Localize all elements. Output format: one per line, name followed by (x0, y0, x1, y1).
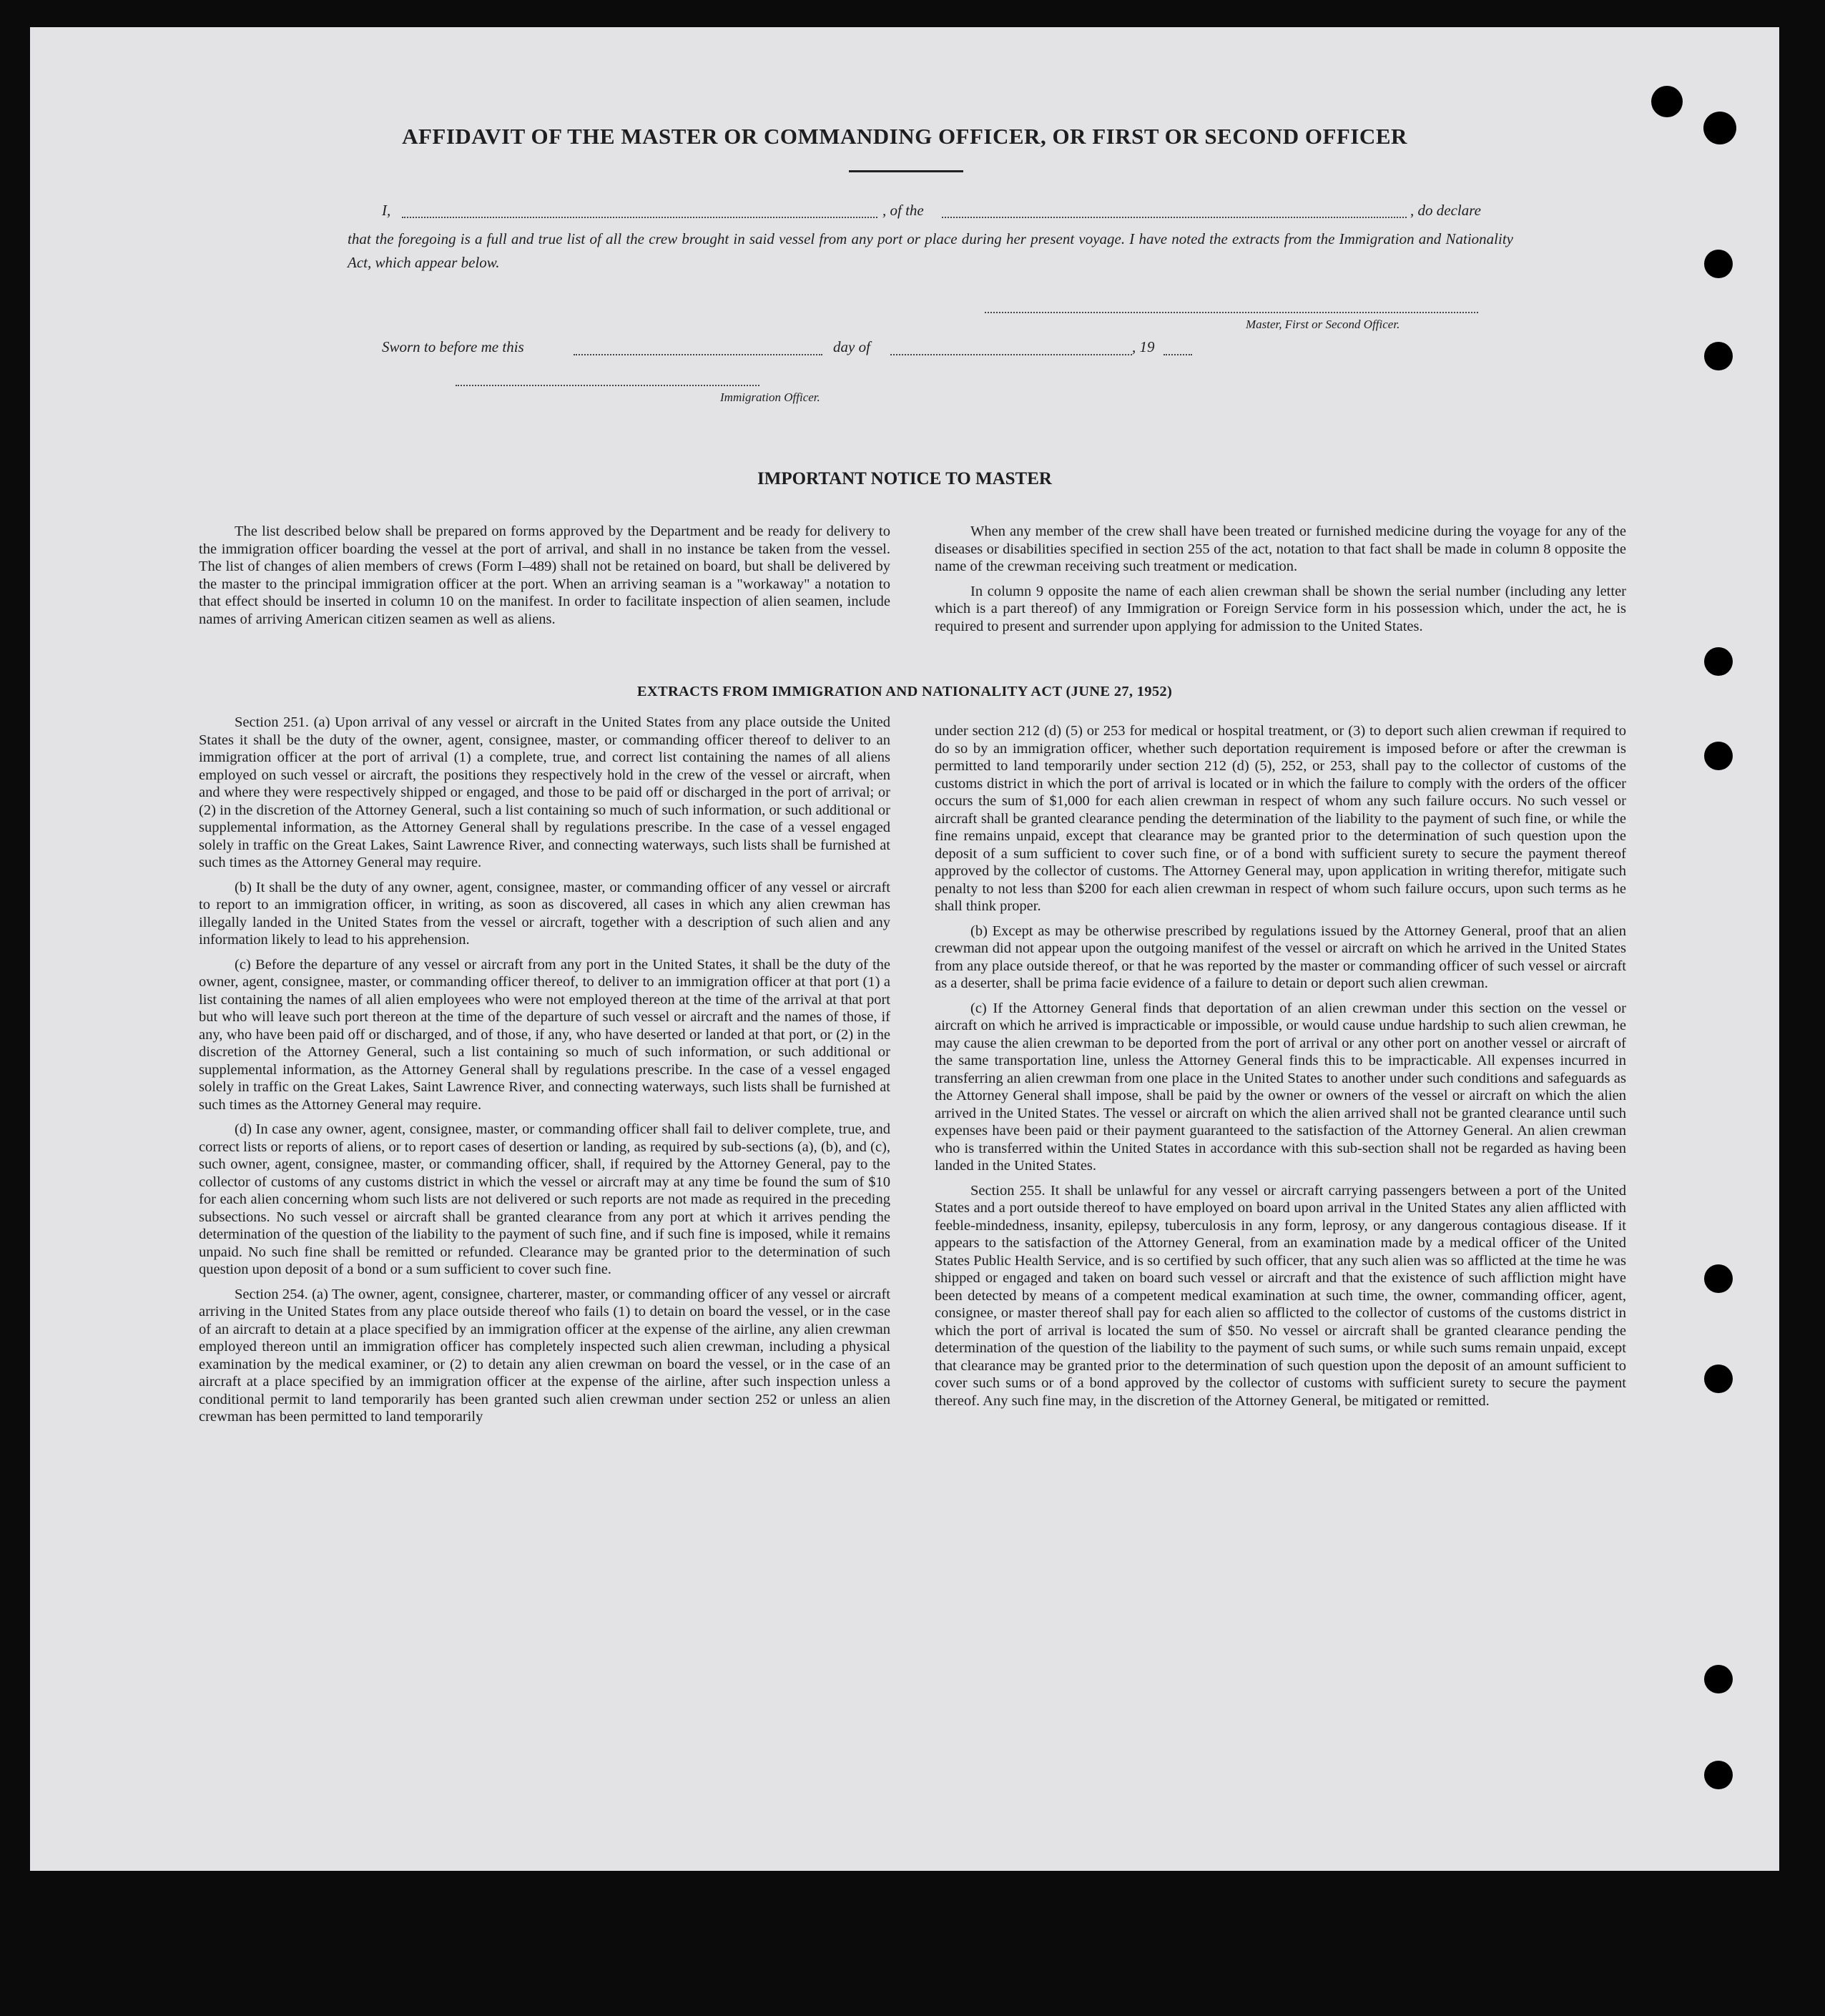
notice-right-column (935, 523, 1626, 642)
notice-left-column (199, 523, 890, 635)
sworn-day-blank-line[interactable] (574, 354, 822, 355)
extracts-right-column (935, 722, 1626, 1417)
punch-hole (1704, 342, 1733, 370)
year-label: , 19 (1132, 338, 1155, 355)
section-254-b: (b) Except as may be otherwise prescribed by regulations issued by the Attorney General, proof that an alien crewman did not appear upon the outgoing manifest of the vessel or aircraft on which he arrived in the United States from any place outside thereof, or that he was reported by the master or commanding officer of such vessel or aircraft as a deserter, shall be prima facie evidence of a failure to detain or deport such alien crewman. (935, 923, 1626, 991)
extracts-left-column (199, 714, 890, 1433)
do-declare-label: , do declare (1410, 202, 1481, 219)
section-254-a: Section 254. (a) The owner, agent, consignee, charterer, master, or commanding officer of any vessel or aircraft arriving in the United States from any place outside thereof who fails (1) to detain on board the vessel, or in the case of an aircraft to detain at a place specified by an immigration officer at the expense of the airline, any alien crewman employed thereon until an immigration officer has completely inspected such alien crewman, including a physical examination by the medical examiner, or (2) to detain any alien crewman on board the vessel, or in the case of an aircraft at a place specified by an immigration officer at the expense of the airline, after such inspection unless a conditional permit to land temporarily has been granted such alien crewman under section 252 or unless an alien crewman has been permitted to land temporarily (199, 1286, 890, 1425)
section-251-b: (b) It shall be the duty of any owner, agent, consignee, master, or commanding officer of any vessel or aircraft to report to an immigration officer, in writing, as soon as discovered, all cases in which any alien crewman has illegally landed in the United States from the vessel or aircraft, together with a description of such alien and any information likely to lead to his apprehension. (199, 879, 890, 948)
of-the-label: , of the (882, 202, 924, 219)
name-blank-line[interactable] (402, 217, 877, 218)
i-label: I, (382, 202, 391, 219)
declaration-text: that the foregoing is a full and true list of all the crew brought in said vessel from any port or place during her present voyage. I have noted the extracts from the Immigration and Nationality Act, which appear below. (348, 230, 1513, 271)
section-251-d: (d) In case any owner, agent, consignee, master, or commanding officer shall fail to deliver complete, true, and correct lists or reports of aliens, or to report cases of desertion or landing, as required by sub-sections (a), (b), and (c), such owner, agent, consignee, master, or commanding officer, shall, if required by the Attorney General, pay to the collector of customs of any customs district in which the vessel or aircraft may at any time be found the sum of $10 for each alien concerning whom such lists are not delivered or such reports are not made as required in the preceding subsections. No such vessel or aircraft shall be granted clearance from any port at which it arrives pending the determination of the question of the liability to the payment of such fine, and if such fine is imposed, while it remains unpaid. No such fine shall be remitted or refunded. Clearance may be granted prior to the determination of such question upon deposit of a bond or a sum sufficient to cover such fine. (199, 1121, 890, 1277)
sworn-month-blank-line[interactable] (890, 354, 1132, 355)
notice-heading: IMPORTANT NOTICE TO MASTER (757, 469, 1052, 488)
punch-hole (1704, 1264, 1733, 1293)
section-251-a: Section 251. (a) Upon arrival of any vessel or aircraft in the United States from any place outside the United States it shall be the duty of the owner, agent, consignee, master, or commanding officer thereof to deliver to an immigration officer at the port of arrival (1) a complete, true, and correct list containing the names of all aliens employed on such vessel or aircraft, the positions they respectively hold in the crew of the vessel or aircraft, when and where they were respectively shipped or engaged, and those to be paid off or discharged in the port of arrival; or (2) in the discretion of the Attorney General, such a list containing so much of such information, or such additional or supplemental information, as the Attorney General shall by regulations prescribe. In the case of a vessel engaged solely in traffic on the Great Lakes, Saint Lawrence River, and connecting waterways, such lists shall be furnished at such times as the Attorney General may require. (199, 714, 890, 870)
master-signature-line[interactable] (985, 312, 1478, 313)
notice-left-paragraph: The list described below shall be prepared on forms approved by the Department and be ready for delivery to the immigration officer boarding the vessel at the port of arrival, and shall in no instance be taken from the vessel. The list of changes of alien members of crews (Form I–489) shall not be retained on board, but shall be delivered by the master to the principal immigration officer at the port. When an arriving seaman is a "workaway" a notation to that effect should be inserted in column 10 on the manifest. In order to facilitate inspection of alien seamen, include names of arriving American citizen seamen as well as aliens. (199, 523, 890, 627)
sworn-label: Sworn to before me this (382, 338, 524, 355)
punch-hole (1704, 647, 1733, 676)
punch-hole (1704, 250, 1733, 278)
day-of-label: day of (833, 338, 870, 355)
sworn-year-blank-line[interactable] (1164, 354, 1192, 355)
notice-right-paragraph-2: In column 9 opposite the name of each alien crewman shall be shown the serial number (including any letter which is a part thereof) of any Immigration or Foreign Service form in his possession which, under the act, he is required to present and surrender upon applying for admission to the United States. (935, 583, 1626, 634)
officer-label: Immigration Officer. (720, 390, 820, 404)
section-254-a-continued: under section 212 (d) (5) or 253 for medical or hospital treatment, or (3) to deport such alien crewman if required to do so by an immigration officer, whether such deportation requirement is imposed before or after the crewman is permitted to land temporarily under section 212 (d) (5), 252, or 253, shall pay to the collector of customs of the customs district in which the port of arrival is located or in which the failure to comply with the orders of the officer occurs the sum of $1,000 for each alien crewman in respect of whom any such failure occurs. No such vessel or aircraft shall be granted clearance pending the determination of the liability to the payment of such fine, or while the fine remains unpaid, except that clearance may be granted prior to the determination of such question upon the deposit of a sum sufficient to cover such fine, or of a bond with sufficient surety to secure the payment thereof approved by the collector of customs. The Attorney General may, upon application in writing therefor, mitigate such penalty to not less than $200 for each alien crewman in respect of whom such failure occurs, upon such terms as he shall think proper. (935, 723, 1626, 914)
extracts-heading: EXTRACTS FROM IMMIGRATION AND NATIONALITY ACT (JUNE 27, 1952) (636, 684, 1173, 699)
punch-hole (1704, 1761, 1733, 1789)
punch-hole (1704, 1365, 1733, 1393)
officer-signature-line[interactable] (456, 385, 759, 386)
punch-hole (1704, 742, 1733, 770)
notice-right-paragraph-1: When any member of the crew shall have been treated or furnished medicine during the voyage for any of the diseases or disabilities specified in section 255 of the act, notation to that fact shall be made in column 8 opposite the name of the crewman receiving such treatment or medication. (935, 523, 1626, 574)
section-254-c: (c) If the Attorney General finds that deportation of an alien crewman under this section on the vessel or aircraft on which he arrived is impracticable or impossible, or would cause undue hardship to such alien crewman, he may cause the alien crewman to be deported from the port of arrival or any other port on another vessel or aircraft of the same transportation line, unless the Attorney General finds this to be impracticable. All expenses incurred in transferring an alien crewman from one place in the United States to another under such conditions and safeguards as the Attorney General shall impose, shall be paid by the owner or owners of the vessel or aircraft on which the alien arrived in the United States. The vessel or aircraft on which the alien arrived shall not be granted clearance until such expenses have been paid or their payment guaranteed to the satisfaction of the Attorney General. An alien crewman who is transferred within the United States in accordance with this sub-section shall not be regarded as having been landed in the United States. (935, 1000, 1626, 1174)
affidavit-title: AFFIDAVIT OF THE MASTER OR COMMANDING OFFICER, OR FIRST OR SECOND OFFICER (402, 124, 1407, 149)
title-rule (849, 170, 963, 172)
section-251-c: (c) Before the departure of any vessel or aircraft from any port in the United States, it shall be the duty of the owner, agent, consignee, master, or commanding officer thereof, to deliver to an immigration officer at that port (1) a list containing the names of all alien employees who were not employed thereon at the time of the arrival at that port but who will leave such port thereon at the time of the departure of such vessel or aircraft and the names of those, if any, who have been paid off or discharged, and of those, if any, who have deserted or landed at that port, or (2) in the discretion of the Attorney General, such a list containing so much of such information, or such additional or supplemental information, as the Attorney General shall by regulations prescribe. In the case of a vessel engaged solely in traffic on the Great Lakes, Saint Lawrence River, and connecting waterways, such lists shall be furnished at such times as the Attorney General may require. (199, 956, 890, 1113)
punch-hole (1704, 1665, 1733, 1693)
section-255: Section 255. It shall be unlawful for any vessel or aircraft carrying passengers between a port of the United States and a port outside thereof to have employed on board upon arrival in the United States any alien afflicted with feeble-mindedness, insanity, epilepsy, tuberculosis in any form, leprosy, or any dangerous contagious disease. If it appears to the satisfaction of the Attorney General, from an examination made by a medical officer of the United States Public Health Service, and is so certified by such officer, that any such alien was so afflicted at the time he was shipped or engaged and taken on board such vessel or aircraft and that the existence of such affliction might have been detected by means of a competent medical examination at such time, the owner, commanding officer, agent, consignee, or master thereof shall pay for each alien so afflicted to the collector of customs of the customs district in which the port of arrival is located the sum of $50. No vessel or aircraft shall be granted clearance pending the determination of the question of the liability to the payment of such sums, or while such sums remain unpaid, except that clearance may be granted prior to the determination of such question upon the deposit of an amount sufficient to cover such sums or of a bond approved by the collector of customs with sufficient surety to secure the payment thereof. Any such fine may, in the discretion of the Attorney General, be mitigated or remitted. (935, 1182, 1626, 1409)
vessel-blank-line[interactable] (942, 217, 1407, 218)
document-page (30, 27, 1779, 1871)
master-label: Master, First or Second Officer. (1246, 318, 1400, 331)
punch-hole (1651, 86, 1683, 117)
